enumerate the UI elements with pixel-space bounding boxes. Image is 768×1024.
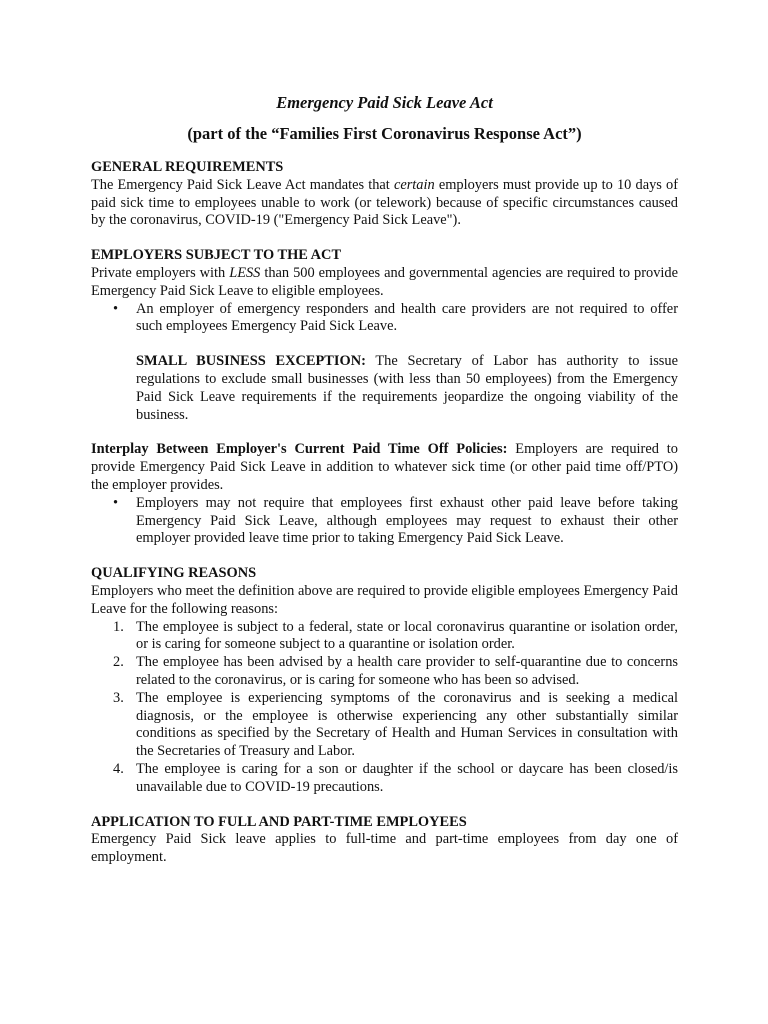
paragraph-general-end: employers must provide up to 10 days of paid sick time to employees unable to work (or telework) because of specific circumstances caused by the coronavirus, COVID-19 ("Emergency Paid Sick Leave"). [91,176,679,229]
section-general-requirements [91,159,678,230]
interplay-bullet-list [91,495,678,548]
section-heading-application: APPLICATION TO FULL AND PART-TIME EMPLOYEES [91,813,467,830]
list-number: 2. [113,654,124,671]
section-interplay [91,441,678,548]
paragraph-general [91,177,678,230]
paragraph-application: Emergency Paid Sick leave applies to full-time and part-time employees from day one of employment. [91,831,678,866]
list-item-text: The employee is caring for a son or daughter if the school or daycare has been closed/is unavailable due to COVID-19 precautions. [136,760,678,795]
section-employers-subject [91,247,678,424]
exception-text: The Secretary of Labor has authority to issue regulations to exclude small businesses (with less than 50 employees) from the Emergency Paid Sick Leave requirements if the requirements jeopardize the ongoing viability of the business. [136,353,678,423]
list-item-text: The employee has been advised by a health care provider to self-quarantine due to concerns related to the coronavirus, or is caring for someone who has been so advised. [136,654,678,688]
reasons-list [91,619,678,797]
exception-label: SMALL BUSINESS EXCEPTION: [136,353,366,370]
list-item [91,690,678,761]
document-title: Emergency Paid Sick Leave Act [276,93,493,112]
section-heading-general: GENERAL REQUIREMENTS [91,159,284,175]
bullet-text: An employer of emergency responders and health care providers are not required to offer such employees Emergency Paid Sick Leave. [136,300,678,335]
section-heading-employers: EMPLOYERS SUBJECT TO THE ACT [91,247,342,264]
list-item [91,495,678,548]
list-number: 3. [113,689,124,706]
list-item-text: The employee is subject to a federal, state or local coronavirus quarantine or isolation order, or is caring for someone subject to a quarantine or isolation order. [136,618,678,653]
section-application [91,814,678,867]
list-item [91,654,678,690]
small-business-exception [91,353,678,424]
employers-bullet-list [91,301,678,337]
section-heading-reasons: QUALIFYING REASONS [91,565,257,582]
bullet-icon: • [113,300,119,317]
bullet-text: Employers may not require that employees first exhaust other paid leave before taking Emergency Paid Sick Leave, although employees may request to exhaust their other employer provided leave time prior to taking Emergency Paid Sick Leave. [136,494,678,547]
interplay-label: Interplay Between Employer's Current Paid Time Off Policies: [91,441,508,458]
list-item-text: The employee is experiencing symptoms of the coronavirus and is seeking a medical diagnosis, or the employee is otherwise experiencing any other substantially similar conditions as specified by the Secretary of Health and Human Services in consultation with the Secretaries of Treasury and Labor. [136,689,678,760]
interplay-text: Employers are required to provide Emergency Paid Sick Leave in addition to whatever sick time (or other paid time off/PTO) the employer provides. [91,441,678,493]
paragraph-employers-start: Private employers with [91,264,230,281]
paragraph-employers-end: than 500 employees and governmental agencies are required to provide Emergency Paid Sick Leave to eligible employees. [91,264,678,299]
paragraph-interplay [91,441,678,494]
list-item [91,619,678,655]
emphasis-less: LESS [229,264,261,281]
document-body [91,93,678,884]
list-number: 1. [113,618,124,635]
emphasis-certain: certain [393,176,435,193]
document-subtitle: (part of the “Families First Coronavirus Response Act”) [187,124,582,143]
list-item [91,761,678,797]
bullet-icon: • [113,494,119,511]
paragraph-employers [91,265,678,301]
section-qualifying-reasons [91,565,678,796]
paragraph-general-start: The Emergency Paid Sick Leave Act mandates that [91,176,394,193]
list-number: 4. [113,760,124,777]
paragraph-reasons-intro: Employers who meet the definition above are required to provide eligible employees Emergency Paid Leave for the following reasons: [91,582,678,617]
list-item [91,301,678,337]
